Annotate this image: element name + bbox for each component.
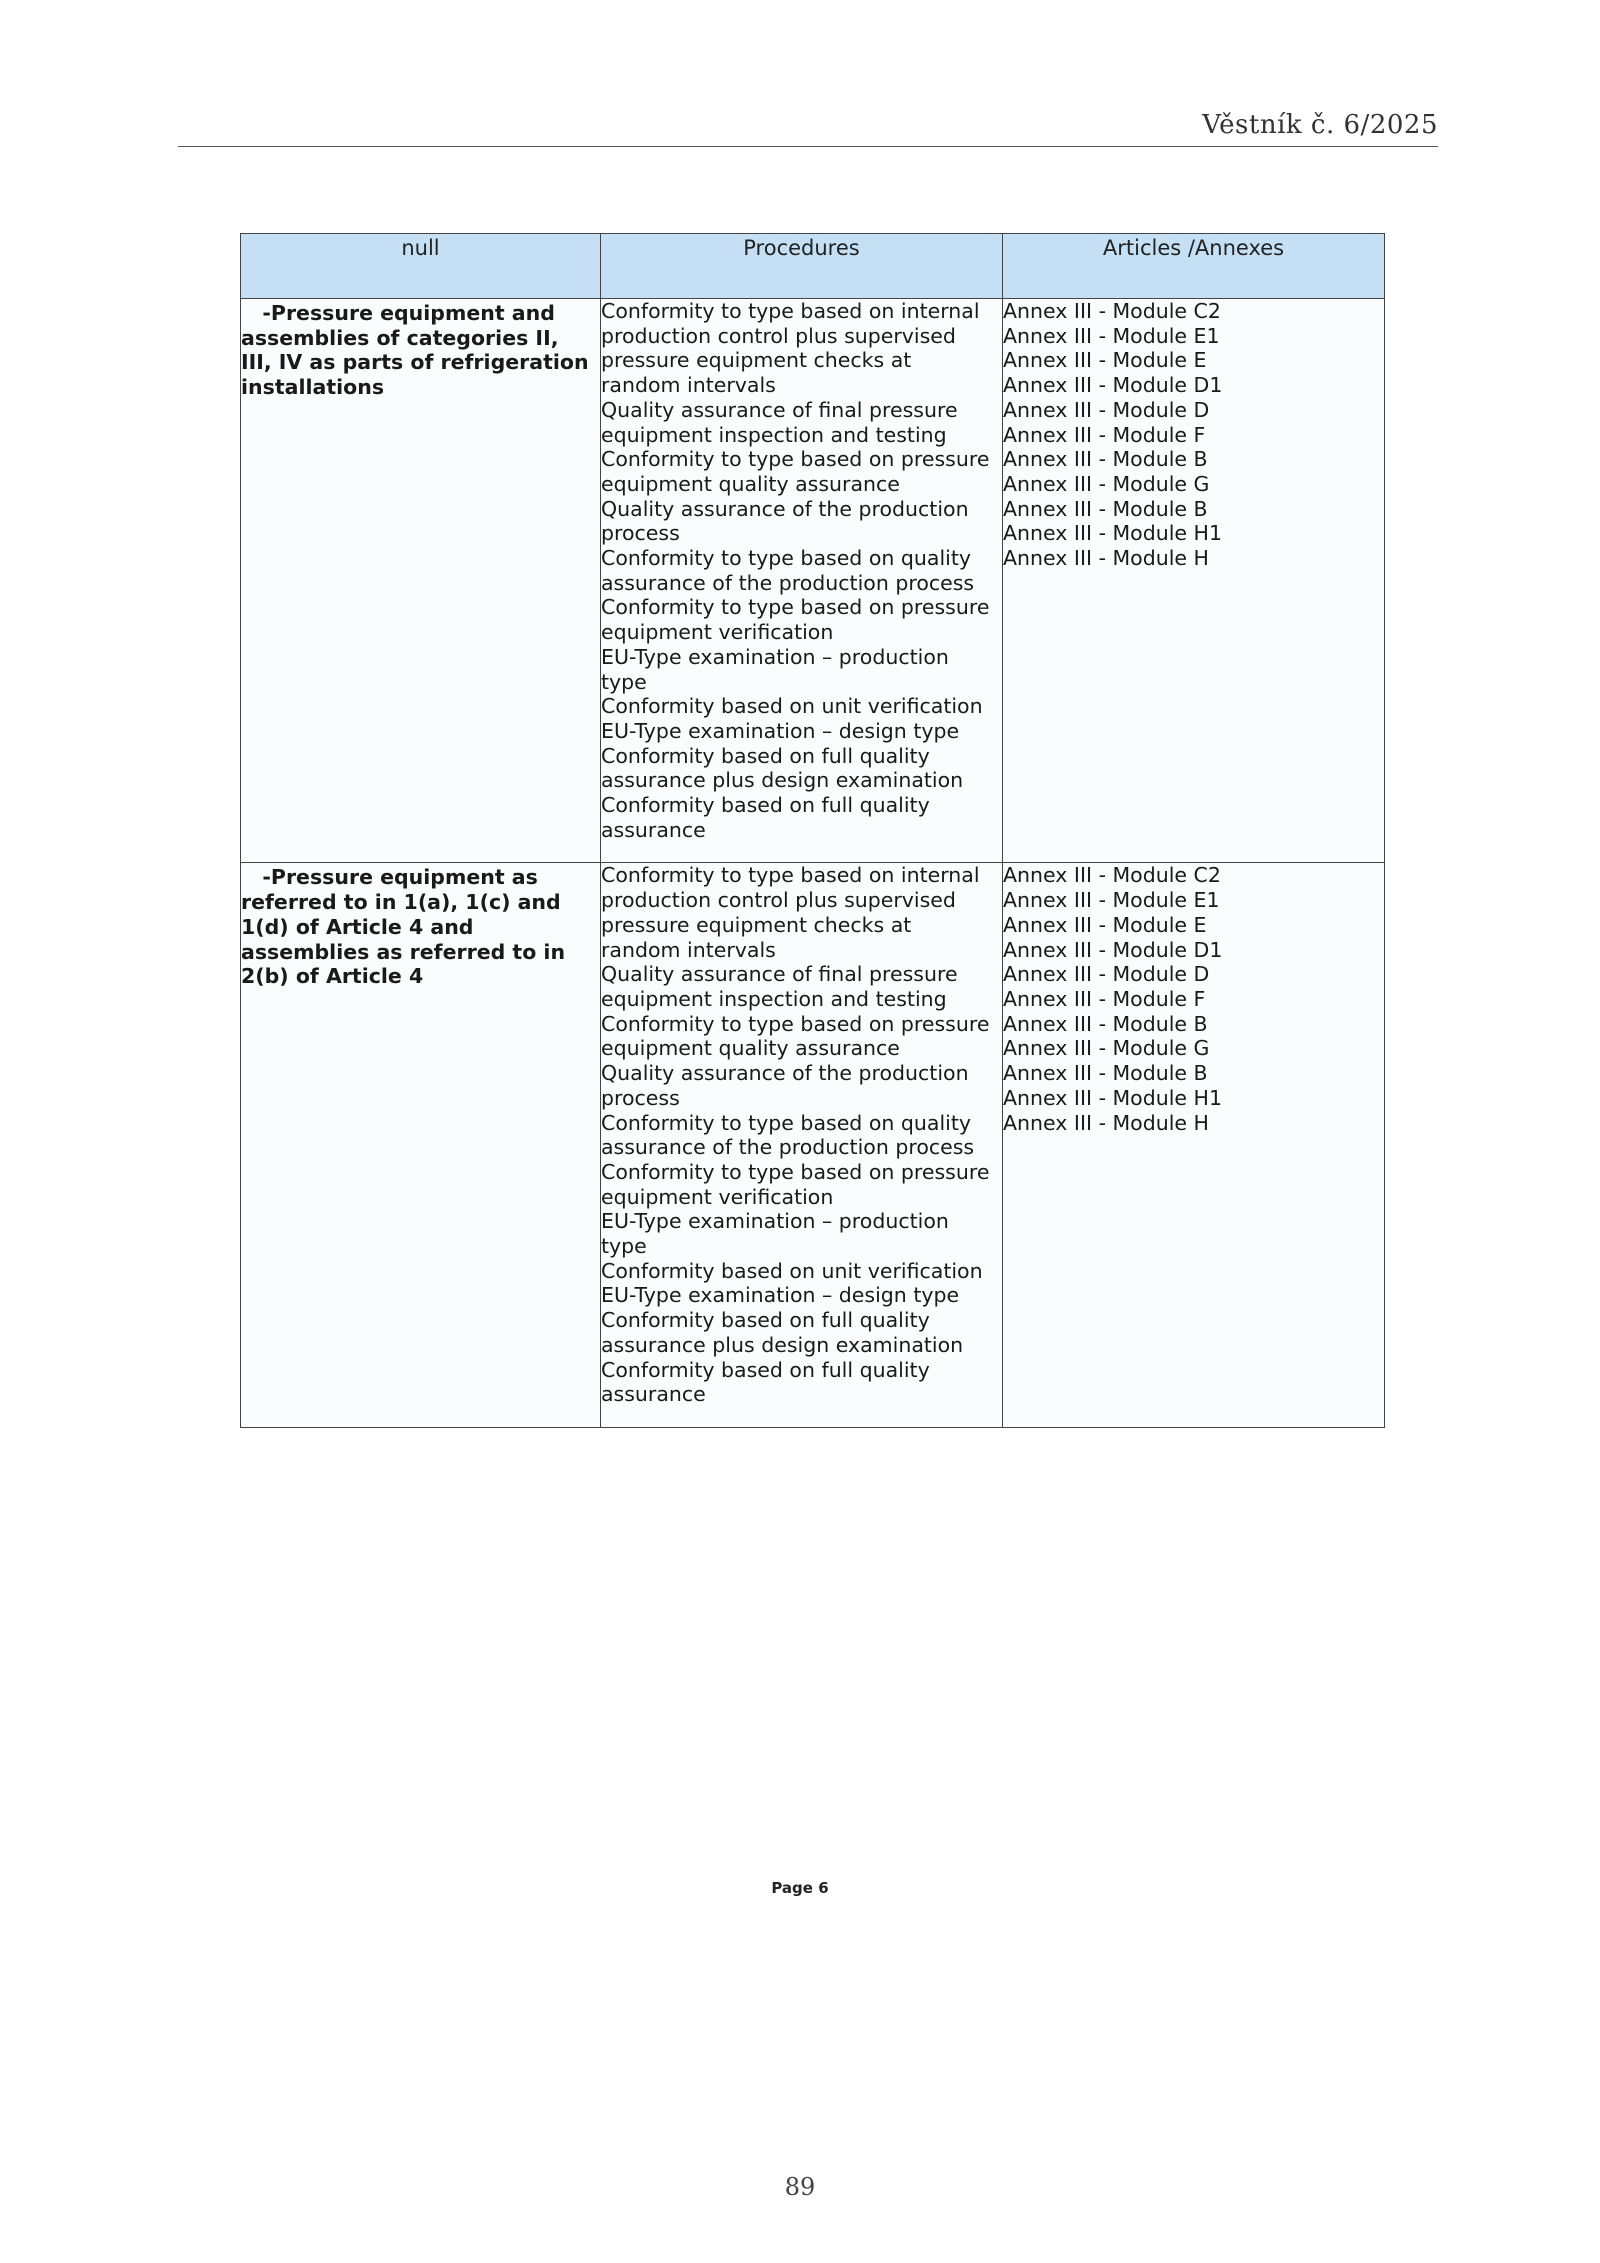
annex-module-line: Annex III - Module F bbox=[1003, 986, 1206, 1011]
procedure-line: equipment inspection and testing bbox=[601, 986, 947, 1011]
equipment-category-line: assemblies as referred to in bbox=[241, 939, 566, 964]
annex-module-line: Annex III - Module H1 bbox=[1003, 1085, 1222, 1110]
procedure-line: type bbox=[601, 1234, 647, 1259]
equipment-category-line: 1(d) of Article 4 and bbox=[241, 914, 474, 939]
procedure-line: Conformity to type based on internal bbox=[601, 863, 980, 888]
procedure-line: assurance bbox=[601, 1382, 706, 1407]
procedure-line: Conformity to type based on pressure bbox=[601, 595, 990, 620]
procedure-line: Conformity to type based on internal bbox=[601, 299, 980, 323]
table-row bbox=[241, 299, 1385, 863]
procedure-line: equipment quality assurance bbox=[601, 1036, 900, 1061]
procedure-line: Conformity based on full quality bbox=[601, 1308, 930, 1333]
procedure-line: random intervals bbox=[601, 373, 776, 398]
column-header-category: null bbox=[241, 234, 601, 299]
annex-module-line: Annex III - Module H bbox=[1003, 546, 1209, 571]
annex-module-line: Annex III - Module D bbox=[1003, 962, 1210, 987]
annex-module-line: Annex III - Module B bbox=[1003, 1061, 1208, 1086]
annex-module-line: Annex III - Module G bbox=[1003, 471, 1210, 496]
procedure-line: Conformity based on full quality bbox=[601, 743, 930, 768]
procedure-line: Conformity to type based on pressure bbox=[601, 1011, 990, 1036]
equipment-category-line: III, IV as parts of refrigeration bbox=[241, 350, 589, 375]
procedure-line: production control plus supervised bbox=[601, 888, 956, 913]
annex-module-line: Annex III - Module D1 bbox=[1003, 373, 1223, 398]
equipment-category-line: -Pressure equipment as bbox=[241, 865, 538, 890]
procedure-line: equipment verification bbox=[601, 620, 834, 645]
procedure-line: EU-Type examination – production bbox=[601, 644, 949, 669]
procedure-line: assurance of the production process bbox=[601, 1135, 975, 1160]
annex-module-line: Annex III - Module B bbox=[1003, 447, 1208, 472]
equipment-category-line: 2(b) of Article 4 bbox=[241, 964, 424, 989]
procedure-line: Conformity based on unit verification bbox=[601, 1258, 983, 1283]
procedure-line: Quality assurance of final pressure bbox=[601, 962, 958, 987]
annex-module-line: Annex III - Module B bbox=[1003, 496, 1208, 521]
equipment-category-line: assemblies of categories II, bbox=[241, 325, 559, 350]
procedure-line: process bbox=[601, 1085, 680, 1110]
annex-module-line: Annex III - Module F bbox=[1003, 422, 1206, 447]
procedure-line: random intervals bbox=[601, 937, 776, 962]
procedure-line: production control plus supervised bbox=[601, 323, 956, 348]
procedure-line: Conformity to type based on quality bbox=[601, 546, 972, 571]
procedure-line: pressure equipment checks at bbox=[601, 348, 912, 373]
procedure-line: Conformity based on full quality bbox=[601, 793, 930, 818]
procedures-cell bbox=[601, 299, 1003, 863]
procedures-cell bbox=[601, 863, 1003, 1427]
procedure-line: equipment verification bbox=[601, 1184, 834, 1209]
procedure-line: EU-Type examination – production bbox=[601, 1209, 949, 1234]
procedure-line: Conformity based on unit verification bbox=[601, 694, 983, 719]
procedure-line: equipment quality assurance bbox=[601, 471, 900, 496]
procedure-line: assurance bbox=[601, 817, 706, 842]
page-number: 89 bbox=[784, 2173, 816, 2201]
page-label: Page 6 bbox=[771, 1879, 829, 1897]
procedure-line: assurance of the production process bbox=[601, 570, 975, 595]
annex-module-line: Annex III - Module D bbox=[1003, 397, 1210, 422]
procedure-line: assurance plus design examination bbox=[601, 768, 964, 793]
procedure-line: pressure equipment checks at bbox=[601, 912, 912, 937]
procedure-line: process bbox=[601, 521, 680, 546]
procedure-line: EU-Type examination – design type bbox=[601, 718, 960, 743]
equipment-category-line: referred to in 1(a), 1(c) and bbox=[241, 890, 561, 915]
table-body bbox=[241, 299, 1385, 1428]
procedure-line: Conformity to type based on pressure bbox=[601, 1159, 990, 1184]
annexes-cell bbox=[1003, 299, 1385, 863]
annex-module-line: Annex III - Module G bbox=[1003, 1036, 1210, 1061]
procedure-line: assurance plus design examination bbox=[601, 1332, 964, 1357]
annex-module-line: Annex III - Module E1 bbox=[1003, 323, 1220, 348]
running-header bbox=[178, 110, 1438, 147]
annex-module-line: Annex III - Module D1 bbox=[1003, 937, 1223, 962]
conformity-procedures-table bbox=[240, 233, 1385, 1428]
procedure-line: EU-Type examination – design type bbox=[601, 1283, 960, 1308]
annex-module-line: Annex III - Module E bbox=[1003, 912, 1207, 937]
annexes-cell bbox=[1003, 863, 1385, 1427]
table-header-row bbox=[241, 234, 1385, 299]
annex-module-line: Annex III - Module E1 bbox=[1003, 888, 1220, 913]
annex-module-line: Annex III - Module C2 bbox=[1003, 863, 1221, 888]
equipment-category-line: -Pressure equipment and bbox=[241, 301, 555, 325]
annex-module-line: Annex III - Module E bbox=[1003, 348, 1207, 373]
procedure-line: Quality assurance of final pressure bbox=[601, 397, 958, 422]
equipment-category-line: installations bbox=[241, 375, 385, 400]
equipment-category-cell bbox=[241, 299, 601, 863]
annex-module-line: Annex III - Module C2 bbox=[1003, 299, 1221, 323]
annex-module-line: Annex III - Module H1 bbox=[1003, 521, 1222, 546]
procedure-line: Quality assurance of the production bbox=[601, 496, 969, 521]
equipment-category-cell bbox=[241, 863, 601, 1427]
journal-issue: Věstník č. 6/2025 bbox=[1202, 110, 1438, 140]
procedure-line: Conformity to type based on quality bbox=[601, 1110, 972, 1135]
procedure-line: Quality assurance of the production bbox=[601, 1061, 969, 1086]
annex-module-line: Annex III - Module B bbox=[1003, 1011, 1208, 1036]
annex-module-line: Annex III - Module H bbox=[1003, 1110, 1209, 1135]
column-header-annexes: Articles /Annexes bbox=[1003, 234, 1385, 299]
procedure-line: Conformity based on full quality bbox=[601, 1357, 930, 1382]
procedure-line: equipment inspection and testing bbox=[601, 422, 947, 447]
procedure-line: type bbox=[601, 669, 647, 694]
table-row bbox=[241, 863, 1385, 1427]
procedure-line: Conformity to type based on pressure bbox=[601, 447, 990, 472]
column-header-procedures: Procedures bbox=[601, 234, 1003, 299]
